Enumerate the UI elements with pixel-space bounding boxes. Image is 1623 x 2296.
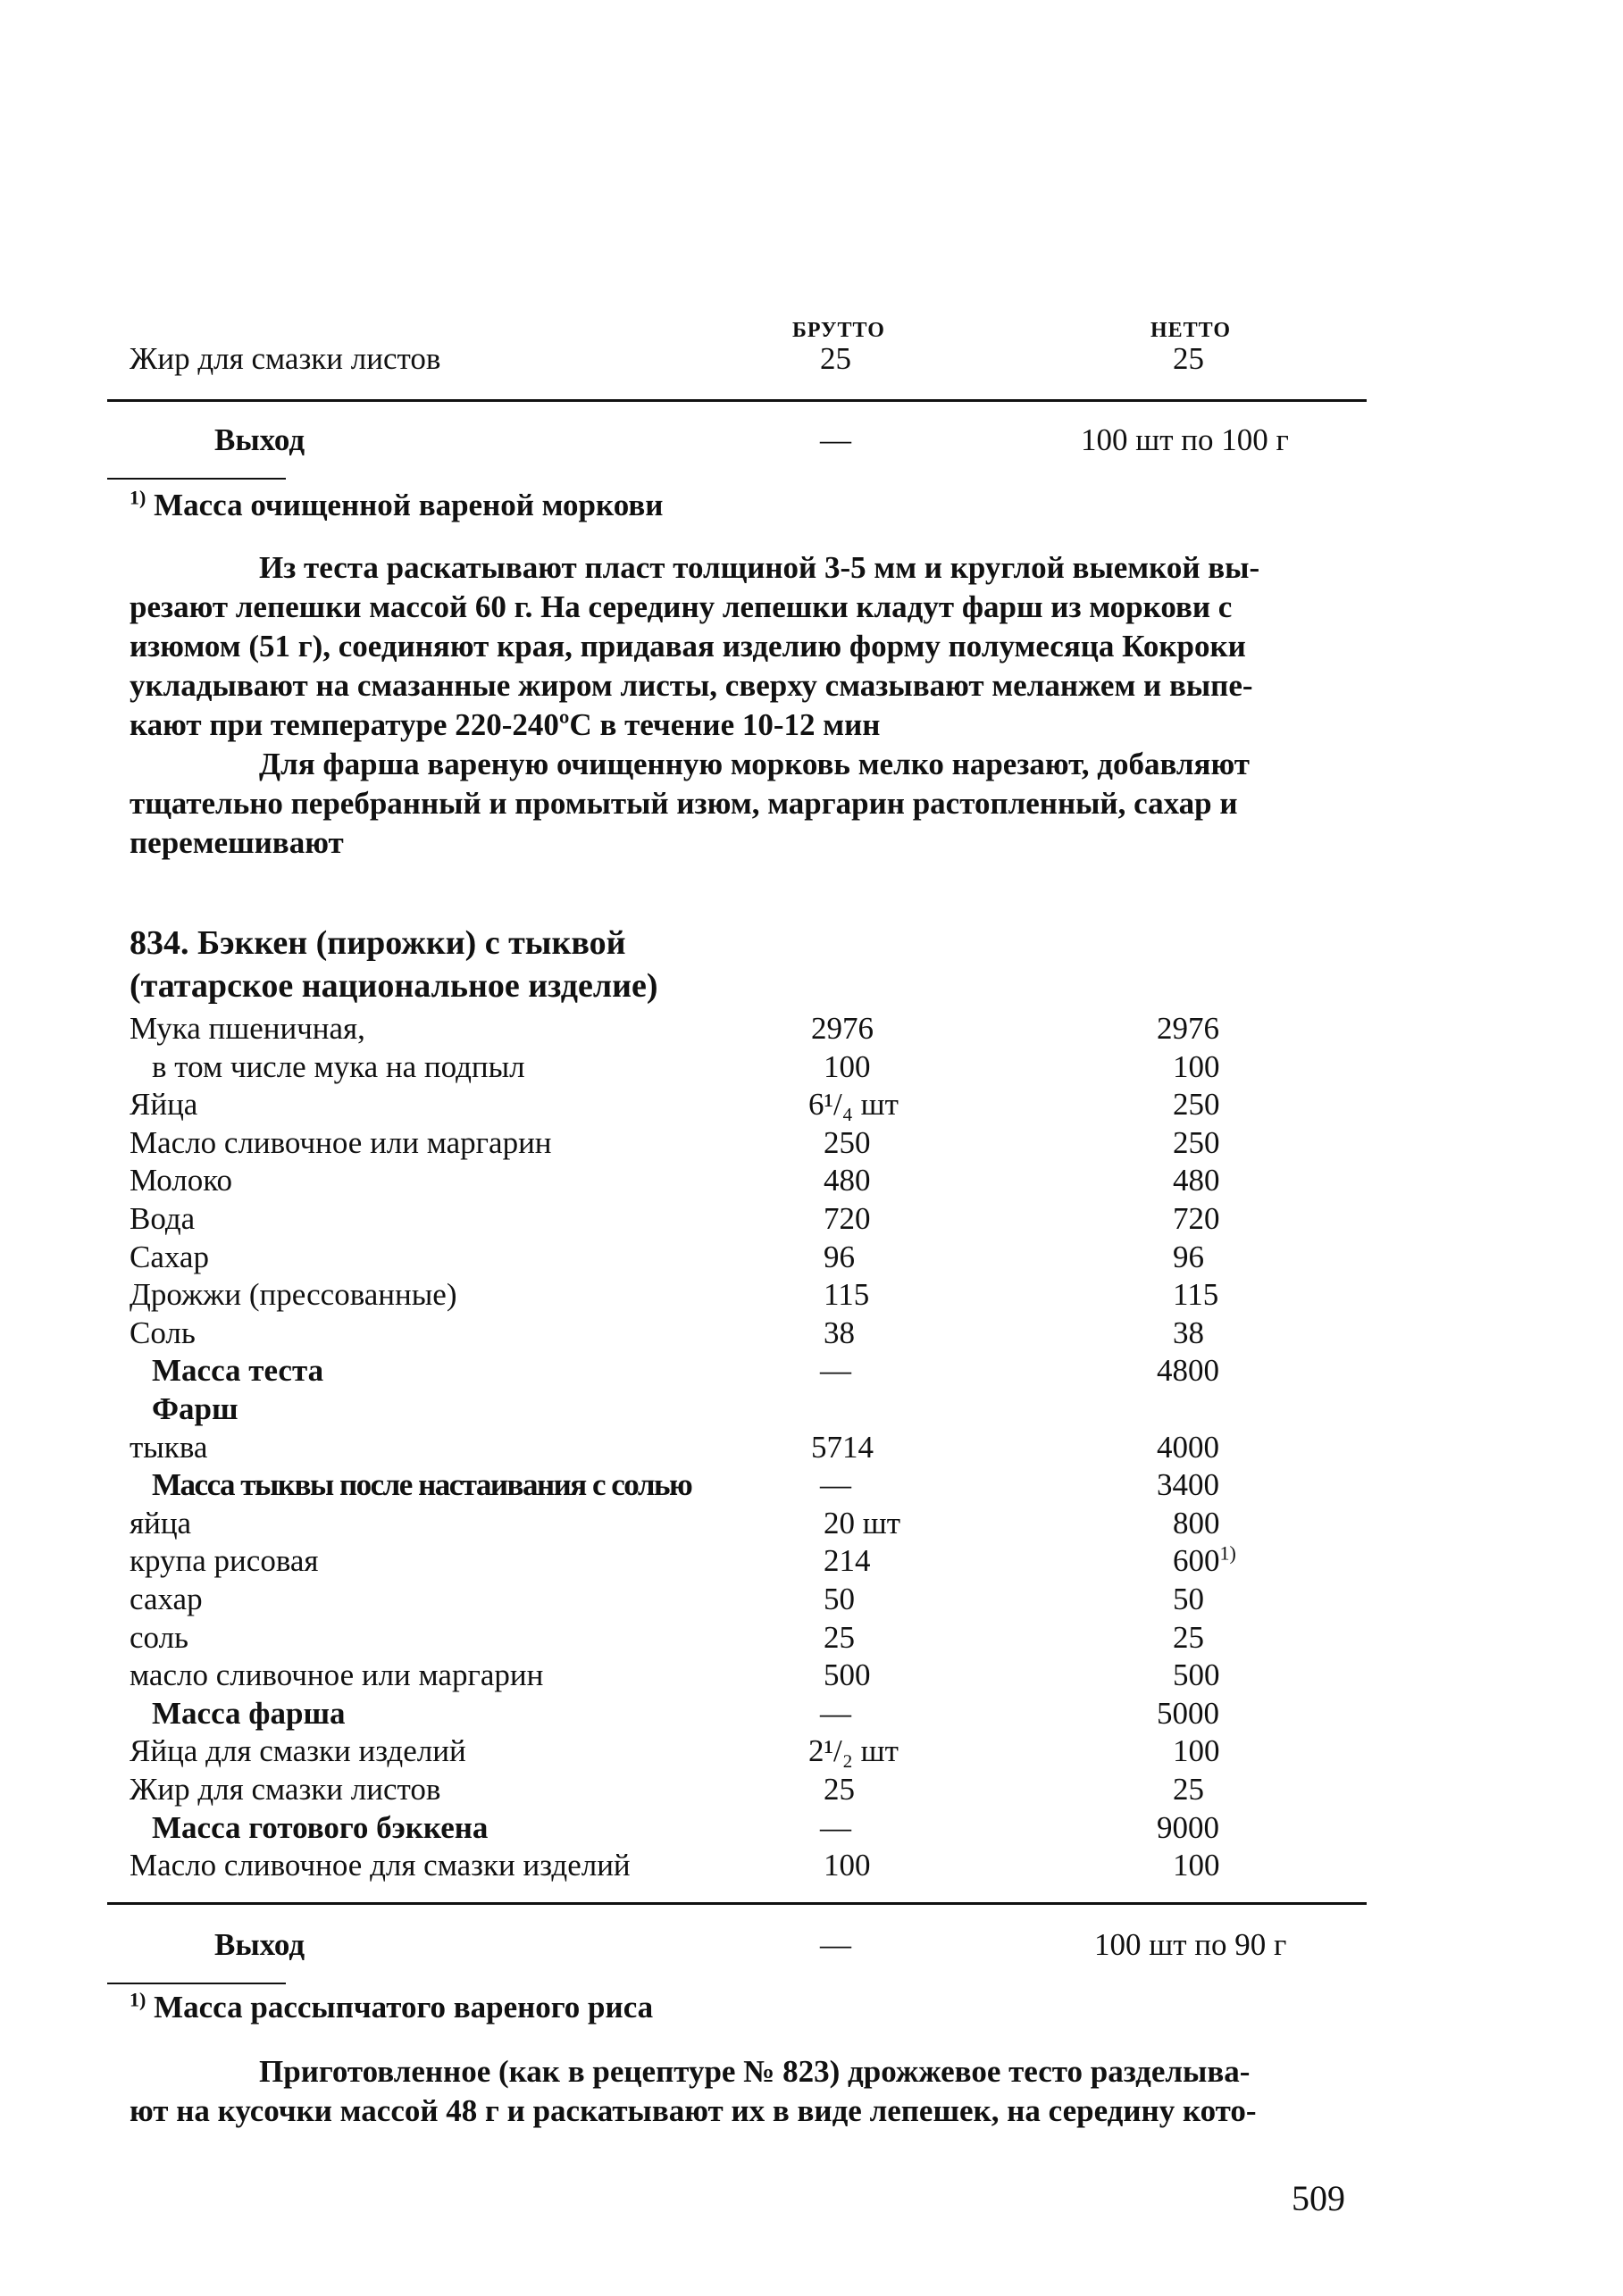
gross-value: 38 xyxy=(824,1315,855,1350)
table-row xyxy=(0,1390,1623,1428)
gross-value: 480 xyxy=(824,1163,871,1198)
yield-gross: — xyxy=(820,422,851,457)
gross-value: 100 xyxy=(824,1049,871,1084)
gross-value: 50 xyxy=(824,1582,855,1616)
table-rule xyxy=(107,1902,1367,1905)
net-number: 2976 xyxy=(1157,1011,1219,1046)
net-number: 38 xyxy=(1173,1315,1204,1350)
net-number: 4800 xyxy=(1157,1353,1219,1388)
net-value xyxy=(1173,1618,1204,1657)
ingredient-name: Масса фарша xyxy=(152,1696,346,1731)
table-row xyxy=(0,1314,1623,1352)
paragraph2-line: Для фарша вареную очищенную морковь мелко нарезают, добавляют xyxy=(259,747,1250,781)
yield-label: Выход xyxy=(214,422,305,457)
paragraph1-line: резают лепешки массой 60 г. На середину лепешки кладут фарш из моркови с xyxy=(130,589,1233,624)
table-row xyxy=(0,1694,1623,1732)
gross-value: 96 xyxy=(824,1240,855,1274)
table-row xyxy=(0,1808,1623,1847)
table-row xyxy=(0,1732,1623,1770)
table-row xyxy=(0,1846,1623,1884)
table-row xyxy=(0,1009,1623,1048)
net-number: 720 xyxy=(1173,1201,1220,1236)
net-value xyxy=(1173,1770,1204,1808)
net-number: 25 xyxy=(1173,1620,1204,1655)
ingredient-name: Яйца xyxy=(130,1087,198,1122)
gross-value: — xyxy=(820,1353,851,1388)
yield-net: 100 шт по 90 г xyxy=(1094,1927,1287,1962)
footnote-mark: 1) xyxy=(130,1988,146,2011)
table-row xyxy=(0,1580,1623,1618)
gross-value: 720 xyxy=(824,1201,871,1236)
net-value xyxy=(1173,1314,1204,1352)
table-row xyxy=(0,1504,1623,1542)
net-value xyxy=(1173,1732,1220,1770)
table-row xyxy=(0,1275,1623,1314)
footnote-rule xyxy=(107,478,286,480)
net-number: 5000 xyxy=(1157,1696,1219,1731)
paragraph1-line: Из теста раскатывают пласт толщиной 3-5 мм и круглой выемкой вы- xyxy=(259,550,1260,585)
gross-value: 25 xyxy=(824,1772,855,1807)
net-value xyxy=(1173,1541,1236,1580)
ingredient-name: яйца xyxy=(130,1506,192,1540)
top-row-net: 25 xyxy=(1173,341,1204,376)
table-row xyxy=(0,1465,1623,1504)
yield-net: 100 шт по 100 г xyxy=(1081,422,1289,457)
yield-label: Выход xyxy=(214,1927,305,1962)
gross-value: — xyxy=(820,1810,851,1845)
net-number: 50 xyxy=(1173,1582,1204,1616)
table-row xyxy=(0,1199,1623,1238)
column-header-gross: БРУТТО xyxy=(792,319,885,342)
paragraph2-line: перемешивают xyxy=(130,825,344,860)
table-row xyxy=(0,1656,1623,1694)
ingredient-name: Вода xyxy=(130,1201,196,1236)
net-value xyxy=(1157,1694,1219,1732)
footnote-rule xyxy=(107,1983,286,1984)
net-value xyxy=(1157,1428,1219,1466)
net-number: 100 xyxy=(1173,1848,1220,1883)
ingredient-name: Мука пшеничная, xyxy=(130,1011,365,1046)
ingredient-name: Масса теста xyxy=(152,1353,324,1388)
table-row xyxy=(0,1351,1623,1390)
net-number: 96 xyxy=(1173,1240,1204,1274)
table-row xyxy=(0,1428,1623,1466)
net-number: 600 xyxy=(1173,1543,1220,1578)
table-row xyxy=(0,1238,1623,1276)
footnote xyxy=(130,486,663,524)
net-value xyxy=(1157,1351,1219,1390)
footnote-text: Масса очищенной вареной моркови xyxy=(154,488,664,522)
net-value xyxy=(1173,1048,1220,1086)
gross-value: 2¹/₂ шт xyxy=(808,1733,899,1768)
table-row xyxy=(0,1770,1623,1808)
ingredient-name: сахар xyxy=(130,1582,203,1616)
gross-value: 2976 xyxy=(811,1011,874,1046)
gross-value: 100 xyxy=(824,1848,871,1883)
net-value xyxy=(1173,1275,1218,1314)
gross-value: 6¹/₄ шт xyxy=(808,1087,899,1122)
table-rule xyxy=(107,399,1367,402)
gross-value: 5714 xyxy=(811,1430,874,1465)
net-value xyxy=(1157,1009,1219,1048)
table-row xyxy=(0,1123,1623,1162)
top-row-name: Жир для смазки листов xyxy=(130,341,441,376)
net-value xyxy=(1173,1161,1220,1199)
net-number: 480 xyxy=(1173,1163,1220,1198)
gross-value: 214 xyxy=(824,1543,871,1578)
paragraph3-line: ют на кусочки массой 48 г и раскатывают их в виде лепешек, на середину кото- xyxy=(130,2093,1257,2128)
yield-gross: — xyxy=(820,1927,851,1962)
net-value xyxy=(1157,1808,1219,1847)
paragraph1-line: изюмом (51 г), соединяют края, придавая изделию форму полумесяца Кокроки xyxy=(130,629,1246,664)
ingredient-name: Дрожжи (прессованные) xyxy=(130,1277,457,1312)
gross-value: 20 шт xyxy=(824,1506,900,1540)
footnote xyxy=(130,1988,653,2026)
net-value xyxy=(1173,1656,1220,1694)
net-number: 25 xyxy=(1173,1772,1204,1807)
footnote-mark: 1) xyxy=(130,486,146,509)
net-value xyxy=(1173,1580,1204,1618)
footnote-mark: 1) xyxy=(1219,1541,1236,1565)
gross-value: 25 xyxy=(824,1620,855,1655)
net-value xyxy=(1173,1238,1204,1276)
net-value xyxy=(1173,1199,1220,1238)
table-row xyxy=(0,1085,1623,1123)
paragraph3-line: Приготовленное (как в рецептуре № 823) дрожжевое тесто разделыва- xyxy=(259,2054,1251,2089)
ingredient-name: Масса готового бэккена xyxy=(152,1810,489,1845)
table-row xyxy=(0,1048,1623,1086)
paragraph1-line: укладывают на смазанные жиром листы, сверху смазывают меланжем и выпе- xyxy=(130,668,1253,703)
ingredient-name: Фарш xyxy=(152,1391,238,1426)
page-number: 509 xyxy=(1292,2178,1345,2218)
ingredient-name: Сахар xyxy=(130,1240,209,1274)
net-value xyxy=(1173,1123,1220,1162)
paragraph2-line: тщательно перебранный и промытый изюм, маргарин растопленный, сахар и xyxy=(130,786,1238,821)
ingredient-name: Соль xyxy=(130,1315,196,1350)
recipe-subtitle: (татарское национальное изделие) xyxy=(130,967,658,1005)
ingredient-name: в том числе мука на подпыл xyxy=(152,1049,525,1084)
gross-value: — xyxy=(820,1467,851,1502)
ingredient-name: Молоко xyxy=(130,1163,232,1198)
net-value xyxy=(1173,1846,1220,1884)
net-value xyxy=(1157,1465,1219,1504)
net-number: 9000 xyxy=(1157,1810,1219,1845)
top-row-gross: 25 xyxy=(820,341,851,376)
ingredient-name: соль xyxy=(130,1620,189,1655)
footnote-text: Масса рассыпчатого вареного риса xyxy=(154,1990,654,2025)
ingredient-name: тыква xyxy=(130,1430,208,1465)
gross-value: 500 xyxy=(824,1657,871,1692)
ingredient-name: Масло сливочное для смазки изделий xyxy=(130,1848,631,1883)
net-number: 4000 xyxy=(1157,1430,1219,1465)
net-number: 100 xyxy=(1173,1733,1220,1768)
ingredient-name: крупа рисовая xyxy=(130,1543,319,1578)
ingredient-name: Жир для смазки листов xyxy=(130,1772,441,1807)
net-number: 500 xyxy=(1173,1657,1220,1692)
net-number: 100 xyxy=(1173,1049,1220,1084)
gross-value: — xyxy=(820,1696,851,1731)
ingredient-name: Масса тыквы после настаивания с солью xyxy=(152,1467,692,1502)
gross-value: 115 xyxy=(824,1277,870,1312)
table-row xyxy=(0,1541,1623,1580)
net-number: 250 xyxy=(1173,1087,1220,1122)
ingredient-name: Яйца для смазки изделий xyxy=(130,1733,466,1768)
net-number: 800 xyxy=(1173,1506,1220,1540)
column-header-net: НЕТТО xyxy=(1150,319,1232,342)
ingredient-name: Масло сливочное или маргарин xyxy=(130,1125,552,1160)
recipe-title: 834. Бэккен (пирожки) с тыквой xyxy=(130,924,626,962)
net-value xyxy=(1173,1504,1220,1542)
gross-value: 250 xyxy=(824,1125,871,1160)
net-value xyxy=(1173,1085,1220,1123)
net-number: 3400 xyxy=(1157,1467,1219,1502)
net-number: 115 xyxy=(1173,1277,1219,1312)
table-row xyxy=(0,1618,1623,1657)
table-row xyxy=(0,1161,1623,1199)
ingredient-name: масло сливочное или маргарин xyxy=(130,1657,544,1692)
paragraph1-line: кают при температуре 220-240ºС в течение 10-12 мин xyxy=(130,707,881,742)
net-number: 250 xyxy=(1173,1125,1220,1160)
